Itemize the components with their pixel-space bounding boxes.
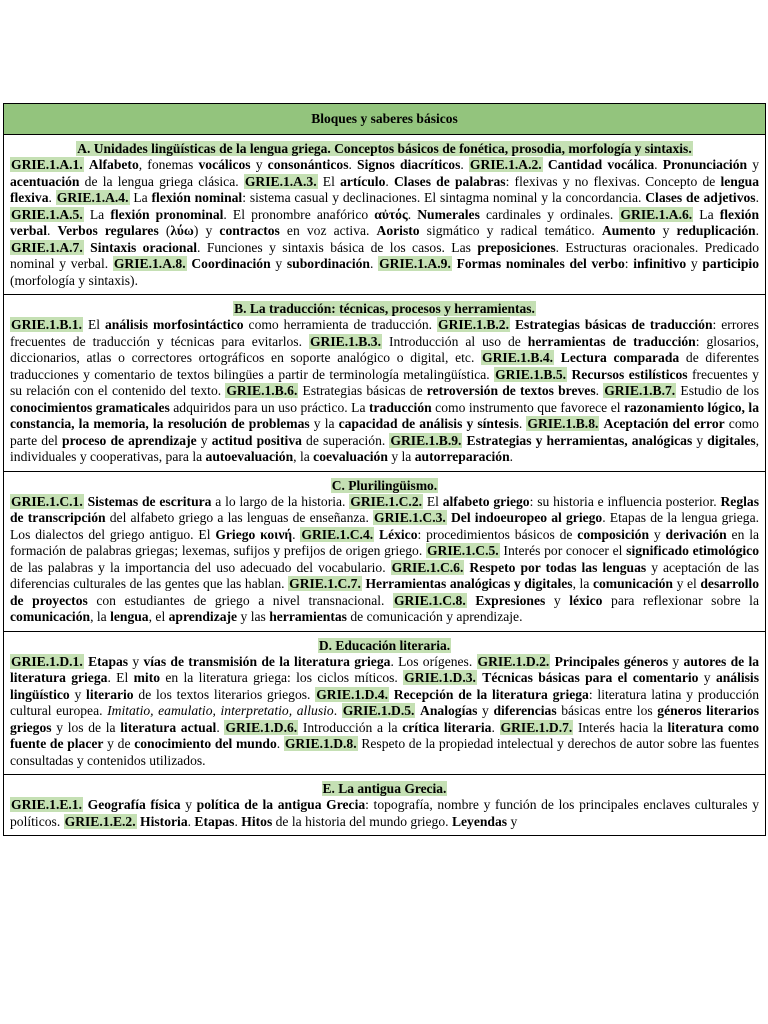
- body-text: y el: [673, 576, 701, 591]
- bold-term: actitud positiva: [211, 432, 302, 448]
- body-text: .: [348, 157, 358, 172]
- body-text: .: [385, 173, 394, 189]
- saberes-table: [3, 103, 766, 836]
- body-text: Estrategias básicas de: [298, 383, 427, 398]
- body-text: [554, 350, 561, 365]
- saber-code: GRIE.1.C.3.: [374, 510, 446, 525]
- body-text: .: [187, 813, 195, 829]
- bold-term: flexión verbal: [10, 206, 760, 238]
- body-text: : sistema casual y declinaciones. El sintagma nominal y la concordancia.: [242, 190, 646, 205]
- body-text: del alfabeto griego a las lenguas de enseñanza.: [105, 510, 374, 525]
- body-text: .: [292, 526, 301, 542]
- body-text: . Estructuras oracionales. Predicado nominal y verbal.: [10, 239, 759, 271]
- saber-code: GRIE.1.C.2.: [350, 493, 423, 509]
- section-title-text: A. Unidades lingüísticas de la lengua griega. Conceptos básicos de fonética, prosodia, morfología y sintaxis.: [77, 141, 692, 156]
- table-header: [4, 104, 765, 135]
- body-text: .: [407, 206, 418, 222]
- saber-code: GRIE.1.E.1.: [11, 797, 83, 812]
- bold-term: contractos: [219, 223, 280, 238]
- bold-term: reduplicación: [676, 223, 756, 238]
- bold-term: consonánticos: [267, 157, 349, 172]
- body-text: .: [755, 190, 759, 205]
- body-text: y: [507, 813, 518, 829]
- bold-term: coevaluación: [313, 449, 388, 464]
- body-text: Introducción al uso de: [381, 333, 528, 349]
- saber-code: GRIE.1.E.2.: [64, 813, 136, 829]
- bold-term: Formas nominales del verbo: [456, 256, 625, 271]
- saber-code: GRIE.1.D.1.: [11, 653, 83, 669]
- body-text: de las palabras y la importancia del uso adecuado del vocabulario.: [10, 559, 391, 575]
- saber-code: GRIE.1.D.3.: [404, 670, 476, 685]
- body-text: y los de la: [51, 719, 121, 735]
- bold-term: Aoristo: [376, 223, 420, 238]
- bold-term: traducción: [369, 399, 432, 415]
- bold-term: proceso de aprendizaje: [62, 432, 197, 448]
- saber-code: GRIE.1.A.5.: [11, 206, 83, 222]
- saber-code: GRIE.1.C.6.: [391, 559, 464, 575]
- bold-term: λύω: [170, 223, 194, 238]
- bold-term: vías de transmisión de la literatura griega: [143, 653, 391, 669]
- bold-term: Reglas de transcripción: [10, 493, 759, 525]
- body-text: para reflexionar sobre la: [602, 592, 759, 608]
- body-text: .: [755, 223, 760, 238]
- body-text: .: [491, 719, 500, 735]
- body-text: El: [83, 317, 105, 332]
- section-title-text: C. Plurilingüismo.: [331, 477, 438, 493]
- body-text: y: [128, 653, 144, 669]
- bold-term: diferencias: [493, 703, 557, 718]
- bold-term: Clases de palabras: [393, 173, 506, 189]
- body-text: como instrumento que favorece el: [431, 399, 625, 415]
- body-text: .: [518, 416, 527, 431]
- bold-term: razonamiento lógico, la constancia, la memoria, la resolución de problemas: [10, 399, 759, 431]
- body-text: El: [317, 173, 341, 189]
- bold-term: Lectura comparada: [560, 350, 680, 365]
- section-title: [10, 781, 759, 797]
- body-text: de la lengua griega clásica.: [79, 173, 244, 189]
- bold-term: capacidad de análisis y síntesis: [338, 416, 519, 431]
- bold-term: Estrategias y herramientas, analógicas: [466, 432, 693, 448]
- body-text: , la: [293, 449, 314, 464]
- body-text: , individuales y cooperativas, para la: [10, 432, 760, 464]
- bold-term: flexión nominal: [151, 190, 243, 205]
- saber-code: GRIE.1.C.4.: [301, 526, 374, 542]
- bold-term: análisis lingüístico: [10, 670, 760, 702]
- bold-term: Signos diacríticos: [357, 157, 461, 172]
- body-text: en la formación de palabras griegas; lexemas, sufijos y prefijos de origen griego.: [10, 526, 760, 558]
- body-text: frecuentes y su relación con el contenido del texto.: [10, 366, 759, 398]
- bold-term: Verbos regulares: [57, 223, 159, 238]
- body-text: Estudio de los: [676, 383, 759, 398]
- section-title: [10, 638, 759, 654]
- bold-term: subordinación: [286, 256, 370, 271]
- bold-term: análisis morfosintáctico: [104, 317, 244, 332]
- bold-term: participio: [702, 256, 759, 271]
- bold-term: autores de la literatura griega: [10, 653, 760, 685]
- body-text: . Etapas de la lengua griega. Los dialectos del griego antiguo. El: [10, 510, 759, 542]
- body-text: .: [654, 157, 663, 172]
- bold-term: Pronunciación: [662, 157, 748, 172]
- bold-term: Geografía física: [87, 797, 181, 812]
- bold-term: Herramientas analógicas y digitales: [365, 576, 573, 591]
- body-text: .: [460, 157, 469, 172]
- section-title-text: D. Educación literaria.: [318, 637, 451, 653]
- body-text: y: [692, 432, 708, 448]
- bold-term: significado etimológico: [626, 543, 760, 558]
- body-text: Interés hacia la: [573, 719, 668, 735]
- body-text: cardinales y ordinales.: [479, 206, 620, 222]
- saber-code: GRIE.1.A.1.: [11, 157, 83, 172]
- body-text: básicas entre los: [556, 703, 658, 718]
- body-text: , la: [572, 576, 593, 591]
- bold-term: conocimiento del mundo: [134, 736, 277, 751]
- saber-code: GRIE.1.B.2.: [438, 317, 510, 332]
- table-header-label: Bloques y saberes básicos: [311, 111, 458, 126]
- bold-term: Clases de adjetivos: [645, 190, 756, 205]
- bold-term: conocimientos gramaticales: [10, 399, 170, 415]
- body-text: y: [196, 432, 212, 448]
- section-block: [4, 775, 765, 836]
- bold-term: derivación: [665, 526, 727, 542]
- body-text: y: [477, 703, 494, 718]
- saber-code: GRIE.1.B.3.: [309, 333, 381, 349]
- saber-code: GRIE.1.C.7.: [289, 576, 361, 591]
- bold-term: αὐτός: [374, 206, 408, 222]
- body-text: , la: [90, 609, 111, 624]
- body-text: : su historia e influencia posterior.: [529, 493, 721, 509]
- bold-term: Principales géneros: [554, 653, 669, 669]
- saber-code: GRIE.1.D.4.: [316, 686, 388, 702]
- body-text: Interés por conocer el: [499, 543, 627, 558]
- body-text: como parte del: [10, 416, 759, 448]
- saber-code: GRIE.1.B.6.: [226, 383, 298, 398]
- section-title: [10, 301, 759, 317]
- body-text: . Funciones y sintaxis básica de los casos. Las: [197, 239, 478, 255]
- saber-code: GRIE.1.A.6.: [620, 206, 693, 222]
- section-title: [10, 478, 759, 494]
- bold-term: lengua flexiva: [10, 173, 759, 205]
- body-text: y: [655, 223, 677, 238]
- body-text: .: [595, 383, 604, 398]
- body-text: y: [250, 157, 268, 172]
- bold-term: vocálicos: [198, 157, 251, 172]
- section-block: [4, 135, 765, 295]
- bold-term: literatura actual: [120, 719, 217, 735]
- bold-term: Recepción de la literatura griega: [393, 686, 589, 702]
- bold-term: Técnicas básicas para el comentario: [482, 670, 699, 685]
- body-text: .: [276, 736, 284, 751]
- body-text: .: [47, 223, 58, 238]
- saber-code: GRIE.1.B.1.: [11, 317, 83, 332]
- bold-term: Leyendas: [451, 813, 508, 829]
- body-text: La: [129, 190, 152, 205]
- body-text: y: [686, 256, 703, 271]
- body-text: sigmático y radical temático.: [419, 223, 602, 238]
- body-text: La: [83, 206, 111, 222]
- body-text: :: [624, 256, 634, 271]
- bold-term: aprendizaje: [168, 609, 238, 624]
- body-text: de diferentes traducciones y comentario de textos bilingües a partir de terminología metalingüística.: [10, 350, 760, 382]
- body-text: adquiridos para un uso práctico. La: [169, 399, 369, 415]
- bold-term: flexión pronominal: [110, 206, 224, 222]
- saber-code: GRIE.1.B.8.: [527, 416, 599, 431]
- bold-term: mito: [133, 670, 161, 685]
- body-text: . El: [107, 670, 134, 685]
- saber-code: GRIE.1.B.5.: [495, 366, 567, 382]
- bold-term: Sintaxis oracional: [90, 239, 198, 255]
- section-title: [10, 141, 759, 157]
- bold-term: composición: [577, 526, 650, 542]
- bold-term: Alfabeto: [88, 157, 139, 172]
- body-text: con estudiantes de griego a nivel transnacional.: [87, 592, 393, 608]
- saber-code: GRIE.1.A.7.: [11, 239, 83, 255]
- body-text: , fonemas: [138, 157, 199, 172]
- body-text: (: [158, 223, 171, 238]
- bold-term: Aumento: [601, 223, 656, 238]
- bold-term: Griego κοινή: [215, 526, 293, 542]
- bold-term: artículo: [340, 173, 386, 189]
- bold-term: herramientas: [269, 609, 347, 624]
- bold-term: autoevaluación: [205, 449, 294, 464]
- section-title-text: E. La antigua Grecia.: [322, 781, 447, 796]
- bold-term: Historia: [140, 813, 188, 829]
- bold-term: literatura como fuente de placer: [10, 719, 760, 751]
- body-text: . Los orígenes.: [390, 653, 477, 669]
- body-text: : literatura latina y producción cultural europea.: [10, 686, 759, 718]
- bold-term: autorreparación: [414, 449, 510, 464]
- italic-term: Imitatio, eamulatio, interpretatio, allusio: [107, 703, 334, 718]
- section-body: [10, 494, 759, 626]
- section-body: [10, 797, 759, 830]
- body-text: y: [270, 256, 287, 271]
- bold-term: Del indoeuropeo al griego: [450, 510, 603, 525]
- body-text: de comunicación y aprendizaje.: [346, 609, 523, 624]
- saber-code: GRIE.1.B.9.: [390, 432, 462, 448]
- body-text: y: [668, 653, 684, 669]
- body-text: .: [234, 813, 242, 829]
- bold-term: crítica literaria: [402, 719, 492, 735]
- section-body: [10, 654, 759, 770]
- body-text: y: [180, 797, 197, 812]
- saber-code: GRIE.1.A.3.: [244, 173, 317, 189]
- sections-container: [4, 135, 765, 836]
- body-text: El: [423, 493, 443, 509]
- saber-code: GRIE.1.D.5.: [342, 703, 415, 718]
- bold-term: léxico: [569, 592, 603, 608]
- body-text: y: [545, 592, 570, 608]
- saber-code: GRIE.1.A.2.: [469, 157, 542, 172]
- saber-code: GRIE.1.A.4.: [56, 190, 129, 205]
- bold-term: herramientas de traducción: [527, 333, 696, 349]
- saber-code: GRIE.1.B.7.: [604, 383, 676, 398]
- section-block: [4, 295, 765, 472]
- saber-code: GRIE.1.B.4.: [482, 350, 554, 365]
- bold-term: Sistemas de escritura: [87, 493, 212, 509]
- body-text: : errores frecuentes de traducción y técnicas para evitarlos.: [10, 317, 759, 349]
- body-text: de superación.: [301, 432, 390, 448]
- section-block: [4, 632, 765, 776]
- section-body: [10, 157, 759, 289]
- bold-term: infinitivo: [633, 256, 687, 271]
- bold-term: Léxico: [379, 526, 418, 542]
- saber-code: GRIE.1.D.7.: [500, 719, 573, 735]
- body-text: : topografía, nombre y función de los principales enclaves culturales y políticos.: [10, 797, 760, 829]
- body-text: .: [333, 703, 342, 718]
- bold-term: Estrategias básicas de traducción: [514, 317, 713, 332]
- body-text: de la historia del mundo griego.: [272, 813, 452, 829]
- bold-term: Analogías: [420, 703, 478, 718]
- bold-term: Recursos estilísticos: [571, 366, 688, 382]
- body-text: y aceptación de las diferencias culturales de las gentes que las hablan.: [10, 559, 759, 591]
- saber-code: GRIE.1.A.9.: [379, 256, 451, 271]
- body-text: y: [69, 686, 87, 702]
- section-block: [4, 472, 765, 632]
- body-text: de los textos literarios griegos.: [133, 686, 316, 702]
- body-text: y de: [103, 736, 135, 751]
- bold-term: Expresiones: [475, 592, 546, 608]
- body-text: y la: [387, 449, 415, 464]
- bold-term: lengua: [110, 609, 149, 624]
- saber-code: GRIE.1.C.8.: [393, 592, 466, 608]
- body-text: Respeto de la propiedad intelectual y derechos de autor sobre las fuentes consultadas y contenidos utilizados.: [10, 736, 760, 768]
- saber-code: GRIE.1.C.1.: [11, 493, 83, 509]
- body-text: .: [48, 190, 56, 205]
- bold-term: digitales: [707, 432, 756, 448]
- body-text: La: [693, 206, 720, 222]
- bold-term: Cantidad vocálica: [547, 157, 655, 172]
- body-text: : procedimientos básicos de: [417, 526, 578, 542]
- saber-code: GRIE.1.A.8.: [113, 256, 186, 271]
- body-text: (morfología y sintaxis).: [10, 272, 138, 288]
- body-text: ) y: [193, 223, 220, 238]
- saber-code: GRIE.1.D.6.: [225, 719, 298, 735]
- body-text: , el: [148, 609, 169, 624]
- bold-term: Hitos: [241, 813, 273, 829]
- body-text: y: [649, 526, 666, 542]
- body-text: Introducción a la: [298, 719, 403, 735]
- body-text: en voz activa.: [279, 223, 377, 238]
- body-text: y las: [237, 609, 270, 624]
- bold-term: Coordinación: [191, 256, 271, 271]
- bold-term: literario: [86, 686, 134, 702]
- bold-term: Aceptación del error: [603, 416, 725, 431]
- body-text: a lo largo de la historia.: [211, 493, 350, 509]
- body-text: .: [216, 719, 225, 735]
- bold-term: alfabeto griego: [442, 493, 530, 509]
- bold-term: política de la antigua Grecia: [196, 797, 366, 812]
- body-text: y: [747, 157, 759, 172]
- saber-code: GRIE.1.D.2.: [477, 653, 550, 669]
- saber-code: GRIE.1.C.5.: [426, 543, 499, 558]
- bold-term: Etapas: [194, 813, 235, 829]
- body-text: en la literatura griega: los ciclos míticos.: [160, 670, 404, 685]
- body-text: . El pronombre anafórico: [223, 206, 375, 222]
- body-text: como herramienta de traducción.: [243, 317, 437, 332]
- section-body: [10, 317, 759, 466]
- body-text: : flexivas y no flexivas. Concepto de: [505, 173, 721, 189]
- bold-term: Etapas: [88, 653, 129, 669]
- bold-term: Respeto por todas las lenguas: [469, 559, 647, 575]
- bold-term: acentuación: [10, 173, 80, 189]
- body-text: .: [369, 256, 379, 271]
- body-text: .: [509, 449, 514, 464]
- body-text: y la: [309, 416, 339, 431]
- bold-term: preposiciones: [477, 239, 556, 255]
- bold-term: Numerales: [417, 206, 480, 222]
- bold-term: desarrollo de proyectos: [10, 576, 759, 608]
- bold-term: comunicación: [592, 576, 673, 591]
- bold-term: géneros literarios griegos: [10, 703, 759, 735]
- saber-code: GRIE.1.D.8.: [284, 736, 357, 751]
- body-text: y: [698, 670, 716, 685]
- body-text: : glosarios, diccionarios, atlas o correctores ortográficos en soporte analógico o digital, etc.: [10, 333, 759, 365]
- bold-term: retroversión de textos breves: [426, 383, 596, 398]
- section-title-text: B. La traducción: técnicas, procesos y herramientas.: [234, 301, 535, 316]
- bold-term: comunicación: [10, 609, 91, 624]
